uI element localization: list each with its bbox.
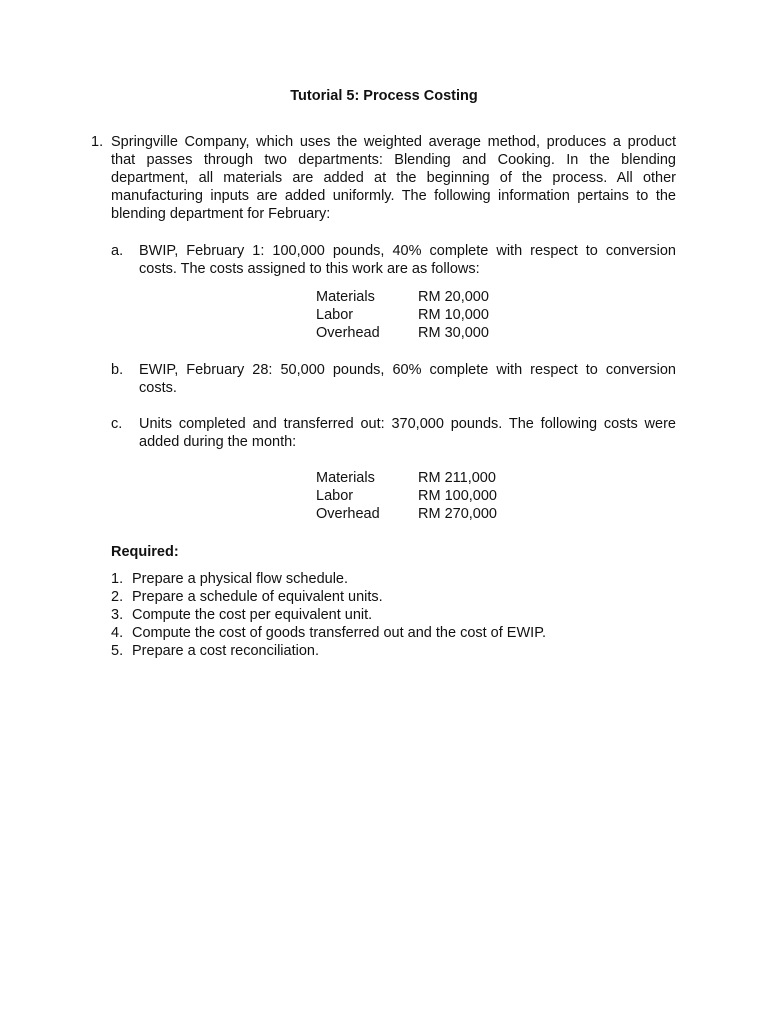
page-title: Tutorial 5: Process Costing (290, 88, 478, 104)
cost-value: RM 270,000 (418, 506, 497, 522)
item-letter: a. (111, 243, 124, 259)
list-text: Compute the cost per equivalent unit. (132, 607, 373, 623)
item-letter: c. (111, 416, 123, 432)
list-item (111, 570, 546, 588)
cost-label: Materials (316, 470, 375, 486)
bwip-cost-table (316, 288, 489, 342)
required-heading: Required: (111, 544, 179, 560)
cost-row (316, 288, 489, 306)
cost-row (316, 487, 497, 505)
cost-label: Overhead (316, 325, 380, 341)
cost-value: RM 100,000 (418, 488, 497, 504)
cost-row (316, 505, 497, 523)
list-item (111, 624, 546, 642)
question-text: Springville Company, which uses the weighted average method, produces a product that passes through two departments: Blending and Cooking. In the blending department, all materials are added at the beginning of the process. All other manufacturing inputs are added uniformly. The following information pertains to the blending department for February: (111, 134, 676, 222)
list-text: Compute the cost of goods transferred out and the cost of EWIP. (132, 625, 547, 641)
added-cost-table (316, 469, 497, 523)
item-b (111, 361, 676, 397)
cost-value: RM 30,000 (418, 325, 489, 341)
item-a (111, 242, 676, 278)
list-number: 1. (111, 571, 124, 587)
cost-value: RM 10,000 (418, 307, 489, 323)
cost-value: RM 211,000 (418, 470, 496, 486)
cost-row (316, 306, 489, 324)
item-c (111, 415, 676, 451)
item-text: EWIP, February 28: 50,000 pounds, 60% complete with respect to conversion costs. (139, 362, 676, 396)
question-number: 1. (91, 134, 104, 150)
item-text: Units completed and transferred out: 370,000 pounds. The following costs were added during the month: (139, 416, 676, 450)
list-number: 5. (111, 643, 124, 659)
list-number: 3. (111, 607, 124, 623)
list-number: 2. (111, 589, 124, 605)
cost-label: Overhead (316, 506, 380, 522)
item-text: BWIP, February 1: 100,000 pounds, 40% complete with respect to conversion costs. The costs assigned to this work are as follows: (139, 243, 676, 277)
list-text: Prepare a schedule of equivalent units. (132, 589, 383, 605)
cost-label: Materials (316, 289, 375, 305)
question-1 (91, 133, 676, 223)
cost-row (316, 469, 497, 487)
list-item (111, 642, 546, 660)
list-item (111, 588, 546, 606)
cost-value: RM 20,000 (418, 289, 489, 305)
list-number: 4. (111, 625, 124, 641)
list-item (111, 606, 546, 624)
cost-label: Labor (316, 307, 354, 323)
cost-row (316, 324, 489, 342)
item-letter: b. (111, 362, 124, 378)
required-list (111, 570, 546, 660)
list-text: Prepare a physical flow schedule. (132, 571, 349, 587)
cost-label: Labor (316, 488, 354, 504)
list-text: Prepare a cost reconciliation. (132, 643, 319, 659)
